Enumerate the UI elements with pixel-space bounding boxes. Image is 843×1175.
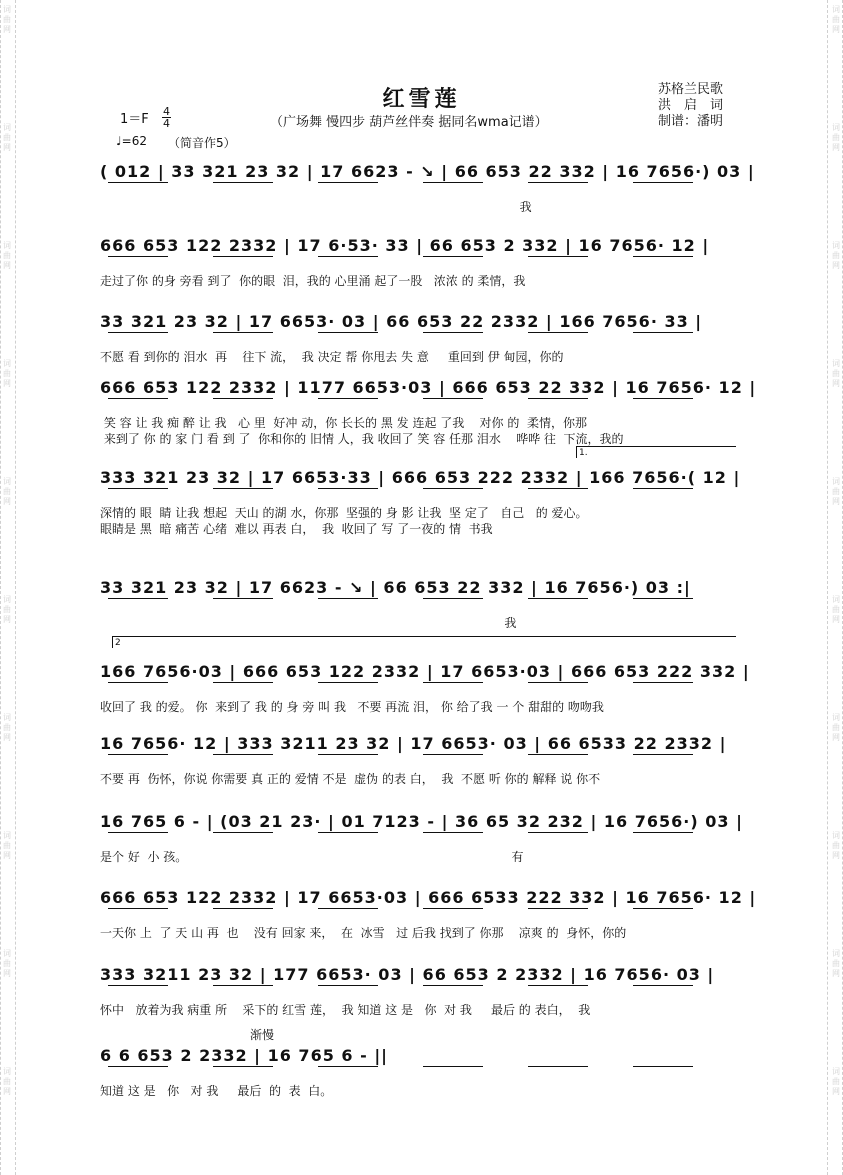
watermark-text: 词 曲 网 <box>832 359 840 388</box>
lyric-row: 一天你 上 了 天 山 再 也 没有 回家 来， 在 冰雪 过 后我 找到了 你那 凉爽 的 身怀，你的 <box>100 926 627 940</box>
beam-line <box>423 398 483 399</box>
lyric-row: 不愿 看 到你的 泪水 再 往下 流， 我 决定 帮 你甩去 失 意 重回到 伊 甸园，你的 <box>100 350 564 364</box>
beam-line <box>108 398 168 399</box>
beam-line <box>633 398 693 399</box>
beam-line <box>213 682 273 683</box>
watermark-text: 词 曲 网 <box>3 477 11 506</box>
notes-row: 166 7656·03 | 666 653 122 2332 | 17 6653·03 | 666 653 222 332 | <box>100 662 750 681</box>
beam-line <box>528 598 588 599</box>
watermark-text: 词 曲 网 <box>3 595 11 624</box>
beam-line <box>318 1066 378 1067</box>
notes-row: 333 321 23 32 | 17 6653·33 | 666 653 222 2332 | 166 7656·( 12 | <box>100 468 741 487</box>
notes-row: 666 653 122 2332 | 17 6653·03 | 666 6533 222 332 | 16 7656· 12 | <box>100 888 757 907</box>
notes-row: ( 012 | 33 321 23 32 | 17 6623 - ↘ | 66 653 22 332 | 16 7656·) 03 | <box>100 162 755 181</box>
beam-line <box>213 488 273 489</box>
beam-line <box>318 182 378 183</box>
beam-line <box>318 398 378 399</box>
lyric-row-second-verse: 来到了 你 的 家 门 看 到 了 你和你的 旧情 人，我 收回了 笑 容 任那 泪水 哗哗 往 下流，我的 <box>100 432 624 446</box>
beam-line <box>528 754 588 755</box>
beam-line <box>528 908 588 909</box>
notes-row: 33 321 23 32 | 17 6623 - ↘ | 66 653 22 332 | 16 7656·) 03 :| <box>100 578 691 597</box>
credit-arranger: 制谱：潘明 <box>658 114 724 129</box>
watermark-text: 词 曲 网 <box>832 595 840 624</box>
beam-line <box>108 754 168 755</box>
beam-line <box>213 832 273 833</box>
beam-line <box>108 682 168 683</box>
beam-line <box>108 332 168 333</box>
time-signature-bottom: 4 <box>163 117 170 130</box>
beam-line <box>633 182 693 183</box>
beam-line <box>633 908 693 909</box>
beam-line <box>633 256 693 257</box>
beam-line <box>318 985 378 986</box>
beam-line <box>318 598 378 599</box>
notes-row: 16 7656· 12 | 333 3211 23 32 | 17 6653· 03 | 66 6533 22 2332 | <box>100 734 727 753</box>
song-subtitle: （广场舞 慢四步 葫芦丝伴奏 据同名wma记谱） <box>270 115 548 130</box>
lyric-row-second-verse: 眼睛是 黑 暗 痛苦 心绪 难以 再表 白， 我 收回了 写 了一夜的 情 书我 <box>100 522 493 536</box>
beam-line <box>318 832 378 833</box>
left-margin-strip <box>0 0 16 1175</box>
beam-line <box>633 488 693 489</box>
watermark-text: 词 曲 网 <box>3 123 11 152</box>
beam-line <box>213 398 273 399</box>
beam-line <box>108 256 168 257</box>
watermark-text: 词 曲 网 <box>3 5 11 34</box>
tempo-marking: ♩=62 <box>116 134 147 148</box>
watermark-text: 词 曲 网 <box>3 713 11 742</box>
watermark-text: 词 曲 网 <box>3 359 11 388</box>
beam-line <box>423 488 483 489</box>
beam-line <box>528 398 588 399</box>
beam-line <box>318 754 378 755</box>
beam-line <box>213 182 273 183</box>
beam-line <box>213 1066 273 1067</box>
notes-row: 33 321 23 32 | 17 6653· 03 | 66 653 22 2332 | 166 7656· 33 | <box>100 312 703 331</box>
beam-line <box>318 256 378 257</box>
lyric-row: 知道 这 是 你 对 我 最后 的 表 白。 <box>100 1084 333 1098</box>
lyric-row: 深情的 眼 睛 让我 想起 天山 的湖 水，你那 坚强的 身 影 让我 坚 定了 自己 的 爱心。 <box>100 506 588 520</box>
watermark-text: 词 曲 网 <box>832 241 840 270</box>
beam-line <box>633 598 693 599</box>
beam-line <box>528 256 588 257</box>
watermark-text: 词 曲 网 <box>832 949 840 978</box>
beam-line <box>318 488 378 489</box>
beam-line <box>108 1066 168 1067</box>
credits <box>658 82 723 130</box>
beam-line <box>528 1066 588 1067</box>
beam-line <box>108 182 168 183</box>
watermark-text: 词 曲 网 <box>832 477 840 506</box>
beam-line <box>318 908 378 909</box>
lyric-row: 收回了 我 的爱。 你 来到了 我 的 身 旁 叫 我 不要 再流 泪， 你 给了我 一 个 甜甜的 吻吻我 <box>100 700 604 714</box>
watermark-text: 词 曲 网 <box>3 1067 11 1096</box>
beam-line <box>213 332 273 333</box>
beam-line <box>423 256 483 257</box>
beam-line <box>213 985 273 986</box>
beam-line <box>213 598 273 599</box>
watermark-text: 词 曲 网 <box>832 123 840 152</box>
beam-line <box>528 682 588 683</box>
beam-line <box>633 985 693 986</box>
lyric-row: 是个 好 小 孩。 有 <box>100 850 524 864</box>
beam-line <box>528 182 588 183</box>
beam-line <box>318 332 378 333</box>
time-signature-top: 4 <box>163 105 170 118</box>
lyric-row: 怀中 放着为我 病重 所 采下的 红雪 莲， 我 知道 这 是 你 对 我 最后 的 表白， 我 <box>100 1003 591 1017</box>
beam-line <box>633 754 693 755</box>
lyric-row: 我 <box>100 200 532 214</box>
volta-bracket-edge <box>576 446 577 458</box>
time-signature <box>162 106 171 129</box>
beam-line <box>633 682 693 683</box>
notes-row: 16 765 6 - | (03 21 23· | 01 7123 - | 36 65 32 232 | 16 7656·) 03 | <box>100 812 743 831</box>
volta-bracket-edge <box>112 636 113 648</box>
beam-line <box>423 985 483 986</box>
lyric-row: 不要 再 伤怀，你说 你需要 真 正的 爱情 不是 虚伪 的表 白， 我 不愿 听 你的 解释 说 你不 <box>100 772 601 786</box>
beam-line <box>423 332 483 333</box>
beam-line <box>423 1066 483 1067</box>
key-signature: 1＝F <box>120 112 149 127</box>
volta-number: 2 <box>115 638 121 648</box>
beam-line <box>423 908 483 909</box>
watermark-text: 词 曲 网 <box>3 831 11 860</box>
beam-line <box>633 832 693 833</box>
beam-line <box>213 754 273 755</box>
beam-line <box>423 754 483 755</box>
notes-row: 333 3211 23 32 | 177 6653· 03 | 66 653 2 2332 | 16 7656· 03 | <box>100 965 715 984</box>
notes-row: 6 6 653 2 2332 | 16 765 6 - || <box>100 1046 388 1065</box>
beam-line <box>108 598 168 599</box>
lyric-row: 我 <box>100 616 517 630</box>
beam-line <box>423 832 483 833</box>
notes-row: 666 653 122 2332 | 1177 6653·03 | 666 653 22 332 | 16 7656· 12 | <box>100 378 757 397</box>
lyric-row: 走过了你 的身 旁看 到了 你的眼 泪，我的 心里涌 起了一股 浓浓 的 柔情，我 <box>100 274 526 288</box>
credit-origin: 苏格兰民歌 <box>658 82 724 97</box>
beam-line <box>528 332 588 333</box>
credit-lyricist: 洪 启 词 <box>658 98 724 113</box>
beam-line <box>528 832 588 833</box>
notes-row: 666 653 122 2332 | 17 6·53· 33 | 66 653 2 332 | 16 7656· 12 | <box>100 236 710 255</box>
volta-bracket <box>112 636 736 637</box>
watermark-text: 词 曲 网 <box>832 1067 840 1096</box>
watermark-text: 词 曲 网 <box>3 241 11 270</box>
volta-number: 1. <box>579 448 588 458</box>
watermark-text: 词 曲 网 <box>3 949 11 978</box>
beam-line <box>318 682 378 683</box>
beam-line <box>528 488 588 489</box>
beam-line <box>108 832 168 833</box>
watermark-text: 词 曲 网 <box>832 5 840 34</box>
beam-line <box>423 598 483 599</box>
beam-line <box>108 908 168 909</box>
beam-line <box>423 682 483 683</box>
watermark-text: 词 曲 网 <box>832 831 840 860</box>
beam-line <box>108 985 168 986</box>
beam-line <box>528 985 588 986</box>
beam-line <box>213 908 273 909</box>
beam-line <box>633 332 693 333</box>
watermark-text: 词 曲 网 <box>832 713 840 742</box>
jianpu-note: （简音作5） <box>168 136 236 150</box>
ritardando-marking: 渐慢 <box>250 1028 275 1042</box>
beam-line <box>213 256 273 257</box>
song-title: 红雪莲 <box>382 86 461 112</box>
beam-line <box>423 182 483 183</box>
beam-line <box>108 488 168 489</box>
volta-bracket <box>576 446 736 447</box>
lyric-row: 笑 容 让 我 痴 醉 让 我 心 里 好冲 动，你 长长的 黑 发 连起 了我 对你 的 柔情，你那 <box>100 416 587 430</box>
beam-line <box>633 1066 693 1067</box>
right-margin-strip <box>827 0 843 1175</box>
